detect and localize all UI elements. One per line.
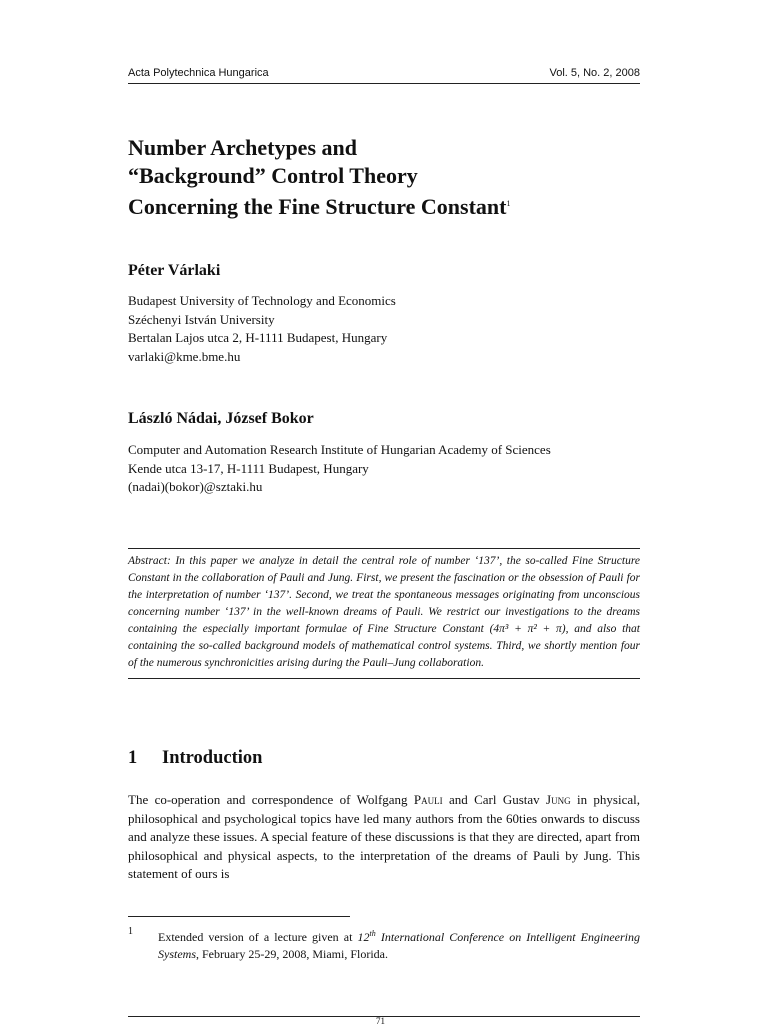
journal-name: Acta Polytechnica Hungarica <box>128 67 269 79</box>
affiliation-line: Budapest University of Technology and Economics <box>128 293 396 308</box>
paper-title <box>128 134 640 221</box>
author-2-affiliation <box>128 441 640 497</box>
running-header <box>128 66 640 84</box>
author-2-email[interactable]: (nadai)(bokor)@sztaki.hu <box>128 479 263 494</box>
author-1-email[interactable]: varlaki@kme.bme.hu <box>128 348 241 364</box>
affiliation-line: Computer and Automation Research Institute of Hungarian Academy of Sciences <box>128 442 551 457</box>
title-line-1: Number Archetypes and <box>128 135 357 160</box>
abstract-text-1: Abstract: In this paper we analyze in detail the central role of number ‘137’, the so-called Fine Structure Constant in the collaboration of Pauli and Jung. First, we present the fascination or the obsession of Pauli for the interpretation of number ‘137’. Second, we treat the spontaneous messages originating from unconscious concerning number ‘137’ in the well-known dreams of Pauli. We restrict our investigations to the dreams containing the especially important formulae of Fine Structure Constant <box>128 555 640 635</box>
affiliation-line: Széchenyi István University <box>128 311 275 327</box>
author-1-affiliation <box>128 292 640 366</box>
footnote-part: Extended version of a lecture given at <box>158 930 358 944</box>
volume-info: Vol. 5, No. 2, 2008 <box>549 67 640 79</box>
abstract <box>128 548 640 679</box>
author-2-names: László Nádai, József Bokor <box>128 410 314 427</box>
abstract-text-2: , and also that containing the so-called background models of mathematical control systems. Third, we shortly mention four of the numerous synchronicities arising during the Pauli–Jung collaboration. <box>128 623 640 669</box>
introduction-paragraph <box>128 791 640 884</box>
page-number: 71 <box>376 1016 385 1026</box>
section-number: 1 <box>128 748 138 768</box>
affiliation-line: Bertalan Lajos utca 2, H-1111 Budapest, Hungary <box>128 330 388 345</box>
footnote-text <box>158 925 640 963</box>
conference-title: International Conference on Intelligent Engineering Systems <box>158 930 640 961</box>
name-pauli: Pauli <box>413 792 443 807</box>
footnote <box>128 925 640 963</box>
abstract-formula: (4π³ + π² + π) <box>489 623 566 635</box>
author-1-name: Péter Várlaki <box>128 262 221 279</box>
intro-text: The co-operation and correspondence of Wolfgang <box>128 792 414 807</box>
footnote-mark: 1 <box>128 926 133 937</box>
section-heading <box>128 748 262 769</box>
section-title: Introduction <box>162 748 263 768</box>
title-footnote-mark[interactable]: 1 <box>506 199 511 208</box>
name-jung: Jung <box>546 792 571 807</box>
intro-text: in physical, philosophical and psychological topics have led many authors from the 60ties onwards to discuss and analyze these issues. A special feature of these discussions is that they are directed, apart from philosophical and physical aspects, to the interpretation of the dreams of Pauli by Jung. This statement of ours is <box>128 792 641 881</box>
conference-ordinal: 12 <box>357 930 370 944</box>
footnote-part: , February 25-29, 2008, Miami, Florida. <box>196 947 388 961</box>
title-line-2: “Background” Control Theory <box>128 163 418 188</box>
title-line-3: Concerning the Fine Structure Constant <box>128 194 507 219</box>
footnote-rule <box>128 916 350 917</box>
intro-text: and Carl Gustav <box>442 792 547 807</box>
ordinal-suffix: th <box>369 929 376 938</box>
affiliation-line: Kende utca 13-17, H-1111 Budapest, Hungary <box>128 460 369 476</box>
